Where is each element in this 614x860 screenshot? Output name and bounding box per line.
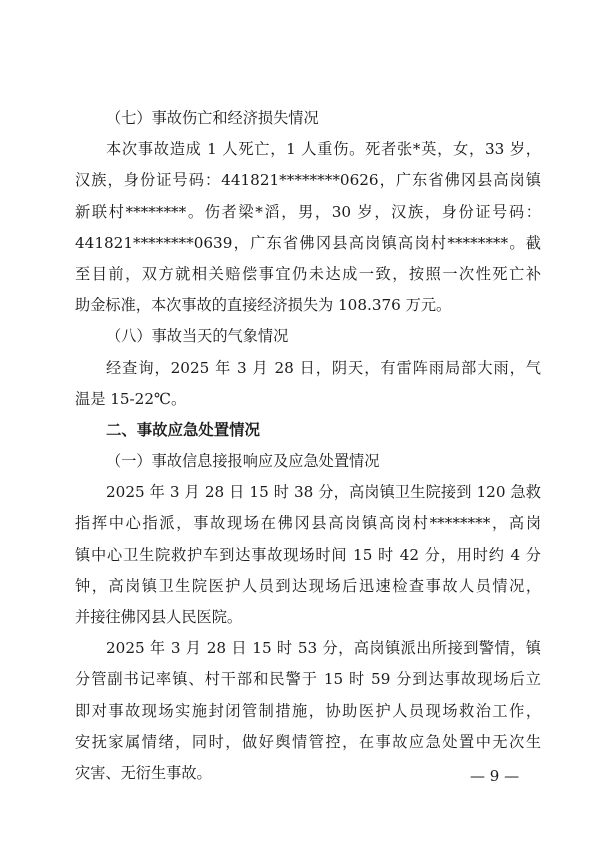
paragraph-line: 指挥中心指派，事故现场在佛冈县高岗镇高岗村********，高岗 bbox=[75, 514, 541, 533]
paragraph-line: 并接往佛冈县人民医院。 bbox=[75, 608, 243, 626]
paragraph-line: 即对事故现场实施封闭管制措施，协助医护人员现场救治工作， bbox=[75, 701, 541, 720]
paragraph-line: 汉族，身份证号码：441821********0626，广东省佛冈县高岗镇 bbox=[75, 171, 541, 190]
paragraph-line: 灾害、无衍生事故。 bbox=[75, 763, 212, 782]
paragraph-line: 温是 15-22℃。 bbox=[75, 389, 187, 408]
page-number: — 9 — bbox=[470, 767, 520, 785]
chapter-heading-emergency-response: 二、事故应急处置情况 bbox=[106, 420, 260, 439]
paragraph-line: 本次事故造成 1 人死亡，1 人重伤。死者张*英，女，33 岁， bbox=[106, 140, 541, 159]
paragraph-line: 钟，高岗镇卫生院医护人员到达现场后迅速检查事故人员情况， bbox=[75, 576, 541, 595]
paragraph-line: 经查询，2025 年 3 月 28 日，阴天，有雷阵雨局部大雨，气 bbox=[106, 358, 541, 377]
paragraph-line: 2025 年 3 月 28 日 15 时 38 分，高岗镇卫生院接到 120 急救 bbox=[106, 483, 541, 502]
section-heading-casualties: （七）事故伤亡和经济损失情况 bbox=[106, 109, 319, 127]
paragraph-line: 分管副书记率镇、村干部和民警于 15 时 59 分到达事故现场后立 bbox=[75, 670, 541, 689]
section-heading-report-response: （一）事故信息接报响应及应急处置情况 bbox=[106, 452, 380, 471]
paragraph-line: 新联村********。伤者梁*滔，男，30 岁，汉族，身份证号码： bbox=[75, 202, 541, 221]
paragraph-line: 2025 年 3 月 28 日 15 时 53 分，高岗镇派出所接到警情，镇 bbox=[106, 639, 541, 658]
paragraph-line: 助金标准，本次事故的直接经济损失为 108.376 万元。 bbox=[75, 296, 452, 315]
paragraph-line: 至目前，双方就相关赔偿事宜仍未达成一致，按照一次性死亡补 bbox=[75, 264, 541, 283]
page-body bbox=[75, 103, 541, 789]
paragraph-line: 镇中心卫生院救护车到达事故现场时间 15 时 42 分，用时约 4 分 bbox=[75, 545, 541, 564]
section-heading-weather: （八）事故当天的气象情况 bbox=[106, 327, 289, 346]
paragraph-line: 安抚家属情绪，同时，做好舆情管控，在事故应急处置中无次生 bbox=[75, 732, 541, 751]
paragraph-line: 441821********0639，广东省佛冈县高岗镇高岗村********。截 bbox=[75, 233, 541, 252]
